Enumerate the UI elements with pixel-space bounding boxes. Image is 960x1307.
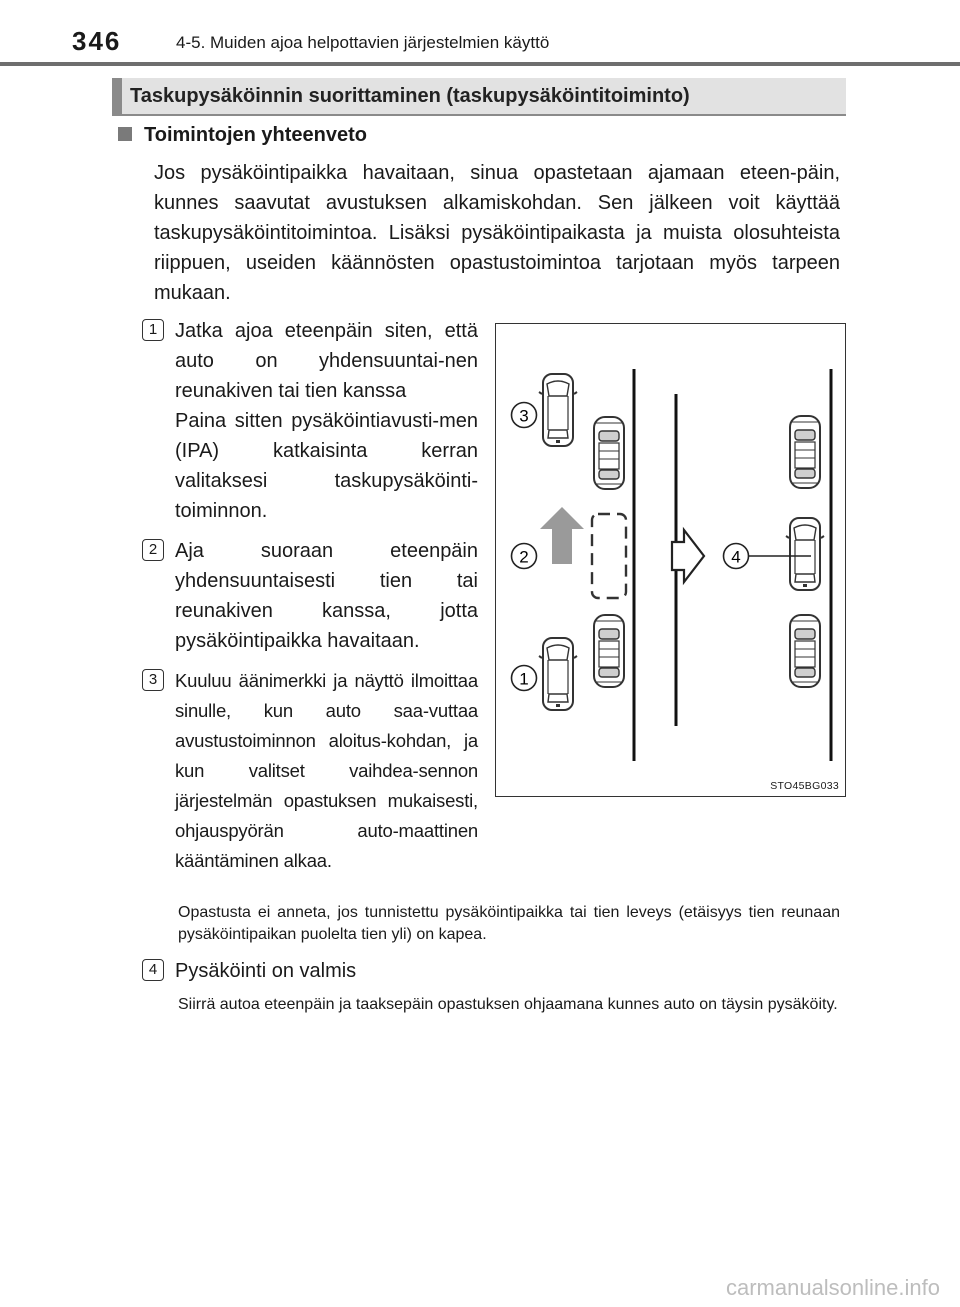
- step-number-2: 2: [142, 539, 164, 561]
- callout-1: [512, 666, 537, 691]
- parking-diagram: [495, 323, 846, 797]
- parked-car: [594, 615, 624, 687]
- callout-3: [512, 403, 537, 428]
- step-4-text: Pysäköinti on valmis: [175, 960, 357, 982]
- svg-text:3: 3: [519, 406, 529, 426]
- step-number-4: 4: [142, 959, 164, 981]
- svg-text:2: 2: [519, 547, 529, 567]
- parked-car: [790, 615, 820, 687]
- svg-text:1: 1: [519, 669, 529, 689]
- page-number: 346: [72, 26, 122, 56]
- step-2: [142, 536, 478, 656]
- header-rule: [0, 62, 960, 66]
- own-car-position-1: [539, 638, 577, 710]
- own-car-parked: [786, 518, 824, 590]
- step-1-text: Jatka ajoa eteenpäin siten, että auto on yhdensuuntai-nen reunakiven tai tien kanssa: [175, 320, 478, 402]
- own-car-position-3: [539, 374, 577, 446]
- step-4-inner: [142, 956, 842, 986]
- square-bullet-icon: [118, 127, 132, 141]
- callout-2: [512, 544, 537, 569]
- step-3-text: Kuuluu äänimerkki ja näyttö ilmoittaa sinulle, kun auto saa-vuttaa avustustoiminnon aloitus-kohdan, ja kun valitset vaihdea-sennon järjestelmän opastuksen mukaisesti, ohjauspyörän auto-maattinen kääntäminen alkaa.: [175, 670, 478, 871]
- step-3-note: Opastusta ei anneta, jos tunnistettu pysäköintipaikka tai tien leveys (etäisyys tien reunaan pysäköintipaikan puolelta tien yli) on kapea.: [178, 904, 840, 943]
- step-number-1: 1: [142, 319, 164, 341]
- parked-car: [790, 416, 820, 488]
- callout-4: [724, 544, 749, 569]
- section-title: Taskupysäköinnin suorittaminen (taskupysäköintitoiminto): [130, 85, 690, 107]
- step-number-3: 3: [142, 669, 164, 691]
- summary-heading: [118, 124, 367, 147]
- step-4-note: Siirrä autoa eteenpäin ja taaksepäin opastuksen ohjaamana kunnes auto on täysin pysäköity.: [178, 996, 838, 1013]
- step-3: [142, 666, 478, 876]
- section-title-bar: [112, 78, 846, 116]
- summary-heading-text: Toimintojen yhteenveto: [144, 124, 367, 146]
- step-list: [142, 316, 478, 876]
- parking-diagram-svg: [496, 324, 847, 798]
- step-2-text: Aja suoraan eteenpäin yhdensuuntaisesti tien tai reunakiven kanssa, jotta pysäköintipaikka havaitaan.: [175, 540, 478, 652]
- step-1: [142, 316, 478, 526]
- summary-intro: Jos pysäköintipaikka havaitaan, sinua opastetaan ajamaan eteen-päin, kunnes saavutat avustuksen alkamiskohdan. Sen jälkeen voit käyttää taskupysäköintitoimintoa. Lisäksi pysäköintipaikasta ja muista olosuhteista riippuen, useiden käännösten opastustoimintoa tarjotaan myös tarpeen mukaan.: [154, 162, 840, 304]
- parked-car: [594, 417, 624, 489]
- section-accent: [112, 78, 122, 114]
- step-1-text-2: Paina sitten pysäköintiavusti-men (IPA) katkaisinta kerran valitaksesi taskupysäköinti-toiminnon.: [175, 410, 478, 522]
- svg-text:4: 4: [731, 547, 741, 567]
- parking-space-outline: [592, 514, 626, 598]
- watermark: carmanualsonline.info: [725, 1275, 940, 1300]
- figure-code: STO45BG033: [770, 780, 839, 792]
- forward-arrow-icon: [540, 507, 584, 564]
- running-title: 4-5. Muiden ajoa helpottavien järjestelmien käyttö: [176, 33, 550, 52]
- step-4: [142, 956, 842, 986]
